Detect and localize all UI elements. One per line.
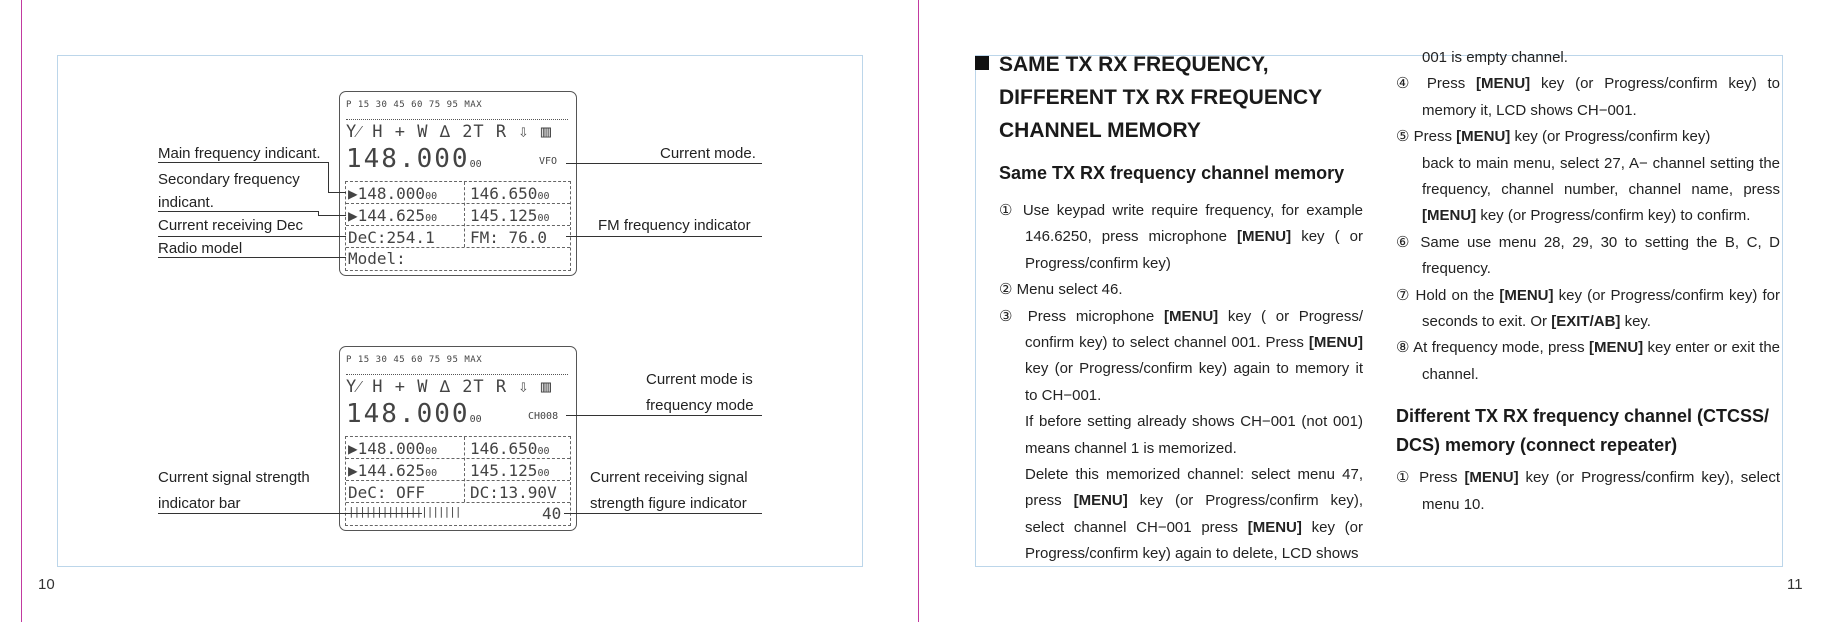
steps-b (1396, 71, 1780, 150)
text-segment: key ( or Progress/confirm key) (1025, 228, 1363, 272)
leader-line (328, 162, 329, 192)
secondary-frequency-4: 145.125 (470, 461, 538, 480)
text-segment: key (or Progress/confirm key) (1510, 128, 1711, 146)
text-segment: Press (1413, 128, 1457, 146)
step-number: ① (1396, 469, 1420, 487)
label-radio-model: Radio model (158, 240, 243, 257)
text-segment: key (or Progress/confirm key) to confirm. (1476, 207, 1751, 225)
signal-ticks (346, 367, 568, 375)
leader-line (158, 211, 318, 212)
steps-diff-freq (1396, 465, 1780, 518)
note-channel-setting (1396, 151, 1780, 230)
lcd-grid (345, 181, 571, 271)
key-name: [MENU] (1499, 286, 1554, 304)
suffix: 00 (425, 191, 438, 202)
secondary-frequency-3: ▶144.625 (348, 206, 426, 225)
suffix: 00 (425, 468, 438, 479)
page-number-right: 11 (1787, 576, 1803, 593)
signal-scale: P 15 30 45 60 75 95 MAX (346, 355, 483, 365)
leader-line (566, 236, 762, 237)
dec-readout: DeC: OFF (348, 483, 426, 502)
text-segment: Press (1419, 469, 1465, 487)
label-signal-bar-1: Current signal strength (158, 469, 310, 486)
main-frequency: 148.000 (346, 144, 470, 174)
text-segment: At frequency mode, press (1413, 339, 1590, 357)
square-bullet-icon (975, 56, 989, 70)
lcd-display-channel (339, 346, 577, 531)
step-item (1396, 124, 1780, 150)
step-number: ⑧ (1396, 339, 1414, 357)
step-number: ⑤ (1396, 128, 1414, 146)
step-item (999, 304, 1363, 410)
step-number: ⑥ (1396, 233, 1421, 251)
leader-line (158, 162, 328, 163)
secondary-frequency-3: ▶144.625 (348, 461, 426, 480)
secondary-frequency-1: ▶148.000 (348, 184, 426, 203)
secondary-frequency-2: 146.650 (470, 184, 538, 203)
text-segment: Press microphone (1027, 307, 1164, 325)
text-segment: key ( or Progress/ confirm key) to select channel 001. Press (1025, 307, 1363, 352)
suffix: 00 (537, 468, 550, 479)
fm-readout: FM: 76.0 (470, 228, 548, 247)
label-current-mode: Current mode. (660, 145, 756, 162)
text-segment: Hold on the (1415, 286, 1500, 304)
suffix: 00 (537, 446, 550, 457)
status-icons: Y⁄ H + W ∆ 2T R ⇩ ▥ (346, 377, 553, 397)
step-item (1396, 283, 1780, 336)
lcd-display-vfo (339, 91, 577, 276)
note-memorized: If before setting already shows CH−001 (not 001) means channel 1 is memorized. (1025, 413, 1363, 457)
label-signal-figure-1: Current receiving signal (590, 469, 748, 486)
label-current-mode-2: frequency mode (646, 397, 754, 414)
step-item (1396, 71, 1780, 124)
leader-line (566, 415, 762, 416)
text-segment: key (or Progress/confirm key) again to memory it to CH−001. (1025, 360, 1363, 404)
heading-line-3: CHANNEL MEMORY (999, 119, 1201, 142)
signal-scale: P 15 30 45 60 75 95 MAX (346, 100, 483, 110)
step-item (1396, 465, 1780, 518)
leader-line (158, 513, 422, 514)
mode-indicator: CH008 (528, 411, 559, 422)
step-item (999, 198, 1363, 277)
section-heading (975, 48, 1363, 147)
text-segment: back to main menu, select 27, A− channel setting the frequency, channel number, channel name, press (1422, 154, 1780, 199)
text-segment: key (or Progress/confirm key), select menu 10. (1422, 469, 1780, 513)
suffix: 00 (425, 213, 438, 224)
leader-line (328, 192, 346, 193)
secondary-frequency-4: 145.125 (470, 206, 538, 225)
key-name: [MENU] (1464, 469, 1519, 487)
leader-line (564, 513, 762, 514)
text-segment: key (or Progress/confirm key) again to delete, LCD shows (1025, 518, 1363, 563)
label-current-mode-1: Current mode is (646, 371, 753, 388)
dec-readout: DeC:254.1 (348, 228, 435, 247)
note-empty-channel: 001 is empty channel. (1422, 49, 1568, 66)
subheading-same-freq: Same TX RX frequency channel memory (999, 163, 1345, 183)
suffix: 00 (537, 191, 550, 202)
text-segment: key enter or exit the channel. (1422, 339, 1781, 383)
status-icons: Y⁄ H + W ∆ 2T R ⇩ ▥ (346, 122, 553, 142)
suffix: 00 (425, 446, 438, 457)
text-column-1 (975, 48, 1363, 568)
steps-same-freq (975, 198, 1363, 409)
key-name: [MENU] (1456, 128, 1511, 146)
suffix: 00 (537, 213, 550, 224)
signal-strength-bar: |||||||||||||||||||| (348, 505, 461, 518)
text-segment: key (or Progress/confirm key) to memory it, LCD shows CH−001. (1422, 75, 1780, 119)
text-segment: key (or Progress/confirm key), select channel CH−001 press (1025, 492, 1363, 536)
step-item (1396, 335, 1780, 388)
leader-line (158, 236, 346, 237)
text-segment: Use keypad write require frequency, for example 146.6250, press microphone (1022, 202, 1363, 246)
key-name: [EXIT/AB] (1551, 313, 1621, 331)
leader-line (566, 163, 762, 164)
text-segment: Delete this memorized channel: select menu 47, press (1025, 466, 1363, 510)
secondary-frequency-1: ▶148.000 (348, 439, 426, 458)
label-secondary-frequency-2: indicant. (158, 194, 214, 211)
main-frequency-suffix: 00 (469, 414, 482, 425)
key-name: [MENU] (1247, 518, 1302, 536)
text-segment: Menu select 46. (1016, 281, 1123, 299)
text-segment: Same use menu 28, 29, 30 to setting the B, C, D frequency. (1420, 233, 1780, 278)
signal-strength-value: 40 (542, 504, 562, 523)
secondary-frequency-2: 146.650 (470, 439, 538, 458)
note-delete (975, 462, 1363, 568)
signal-ticks (346, 112, 568, 120)
label-main-frequency: Main frequency indicant. (158, 145, 321, 162)
key-name: [MENU] (1236, 228, 1292, 246)
step-number: ② (999, 281, 1017, 299)
voltage-readout: DC:13.90V (470, 483, 557, 502)
page-trim-center (918, 0, 919, 622)
text-column-2 (1396, 48, 1780, 518)
step-number: ③ (999, 307, 1028, 325)
steps-c (1396, 230, 1780, 388)
step-item (1396, 230, 1780, 283)
step-number: ① (999, 202, 1023, 219)
leader-line (158, 257, 346, 258)
key-name: [MENU] (1073, 492, 1128, 510)
label-fm-indicator: FM frequency indicator (598, 217, 751, 234)
page-trim-left (21, 0, 22, 622)
step-item (999, 277, 1363, 303)
mode-indicator: VFO (539, 156, 558, 167)
key-name: [MENU] (1164, 307, 1219, 325)
leader-line (318, 215, 346, 216)
text-segment: Press (1426, 75, 1476, 93)
key-name: [MENU] (1476, 75, 1531, 93)
main-frequency: 148.000 (346, 399, 470, 429)
label-signal-bar-2: indicator bar (158, 495, 241, 512)
main-frequency-suffix: 00 (469, 159, 482, 170)
page-number-left: 10 (38, 576, 55, 593)
subheading-diff-freq: Different TX RX frequency channel (CTCSS/ DCS) memory (connect repeater) (1396, 406, 1770, 456)
key-name: [MENU] (1308, 334, 1363, 352)
key-name: [MENU] (1422, 207, 1477, 225)
label-signal-figure-2: strength figure indicator (590, 495, 747, 512)
label-receiving-dec: Current receiving Dec (158, 217, 304, 234)
heading-line-1: SAME TX RX FREQUENCY, (999, 53, 1269, 76)
label-secondary-frequency: Secondary frequency (158, 171, 300, 188)
key-name: [MENU] (1589, 339, 1644, 357)
heading-line-2: DIFFERENT TX RX FREQUENCY (999, 86, 1323, 109)
step-number: ⑦ (1396, 286, 1416, 304)
text-segment: key. (1620, 313, 1651, 331)
model-readout: Model: (348, 249, 406, 268)
text-segment: key (or Progress/confirm key) for seconds to exit. Or (1422, 286, 1781, 331)
step-number: ④ (1396, 75, 1427, 93)
